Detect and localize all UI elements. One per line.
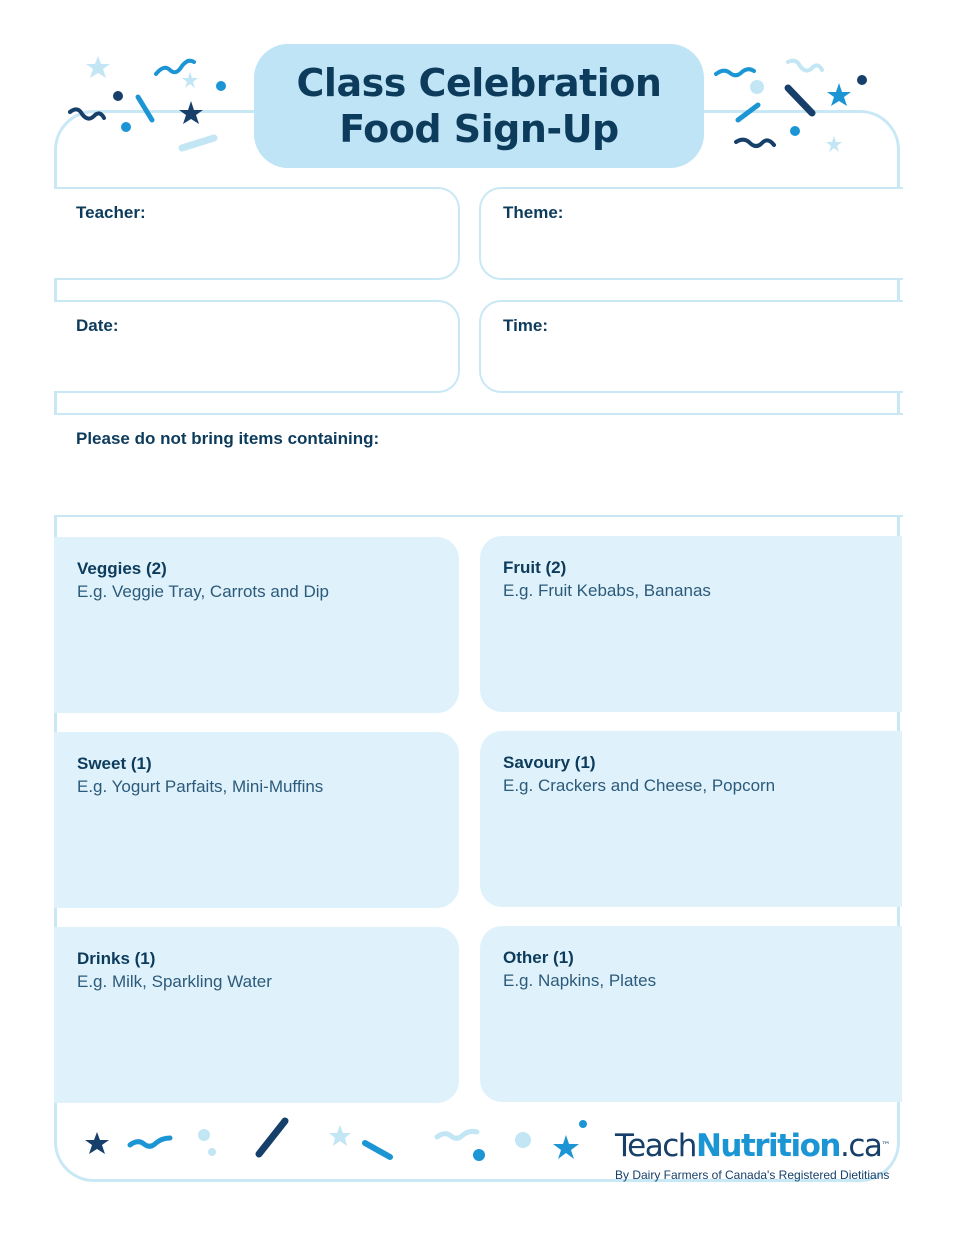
dot-icon — [473, 1149, 485, 1161]
sprinkle-icon — [788, 88, 812, 113]
drinks-signup-box[interactable] — [54, 927, 459, 1103]
category-example: E.g. Napkins, Plates — [503, 971, 657, 990]
sprinkle-icon — [365, 1143, 390, 1157]
star-icon — [85, 1132, 109, 1154]
other-signup-box[interactable] — [480, 926, 902, 1102]
sprinkle-icon — [738, 105, 758, 120]
veggies-signup-box[interactable] — [54, 537, 459, 713]
dot-icon — [790, 126, 800, 136]
dot-icon — [208, 1148, 216, 1156]
category-name: Other (1) — [503, 948, 574, 967]
category-example: E.g. Veggie Tray, Carrots and Dip — [77, 582, 329, 601]
squiggle-icon — [70, 109, 104, 118]
date-label: Date: — [76, 316, 119, 335]
category-name: Fruit (2) — [503, 558, 567, 577]
squiggle-icon — [130, 1138, 170, 1146]
sweet-signup-box[interactable] — [54, 732, 459, 908]
dot-icon — [750, 80, 764, 94]
category-name: Sweet (1) — [77, 754, 152, 773]
sprinkle-icon — [182, 138, 214, 148]
dot-icon — [515, 1132, 531, 1148]
logo-wordmark: TeachNutrition.ca™ — [615, 1128, 891, 1164]
teacher-label: Teacher: — [76, 203, 146, 222]
theme-field[interactable] — [479, 187, 903, 280]
teachnutrition-logo — [615, 1128, 890, 1182]
teacher-field[interactable] — [54, 187, 460, 280]
dot-icon — [113, 91, 123, 101]
squiggle-icon — [716, 69, 754, 75]
star-icon — [179, 101, 203, 124]
star-icon — [827, 83, 851, 106]
title-line-1: Class Celebration — [296, 61, 662, 105]
savoury-signup-box[interactable] — [480, 731, 902, 907]
squiggle-icon — [437, 1131, 477, 1138]
sprinkle-icon — [259, 1121, 285, 1154]
category-example: E.g. Crackers and Cheese, Popcorn — [503, 776, 776, 795]
fruit-signup-box[interactable] — [480, 536, 902, 712]
date-field[interactable] — [54, 300, 460, 393]
category-example: E.g. Fruit Kebabs, Bananas — [503, 581, 711, 600]
restrictions-field[interactable] — [54, 413, 903, 517]
time-field[interactable] — [479, 300, 903, 393]
squiggle-icon — [788, 61, 822, 71]
squiggle-icon — [156, 61, 194, 74]
dot-icon — [579, 1120, 587, 1128]
title-banner — [254, 44, 704, 168]
category-example: E.g. Yogurt Parfaits, Mini-Muffins — [77, 777, 324, 796]
star-icon — [553, 1135, 579, 1159]
star-icon — [826, 136, 842, 152]
sprinkle-icon — [138, 97, 152, 120]
dot-icon — [857, 75, 867, 85]
dot-icon — [198, 1129, 210, 1141]
star-icon — [86, 56, 110, 78]
restrictions-label: Please do not bring items containing: — [76, 429, 380, 448]
title-line-2: Food Sign-Up — [339, 107, 619, 151]
category-name: Drinks (1) — [77, 949, 156, 968]
dot-icon — [121, 122, 131, 132]
category-example: E.g. Milk, Sparkling Water — [77, 972, 272, 991]
star-icon — [182, 72, 198, 88]
theme-label: Theme: — [503, 203, 564, 222]
category-name: Veggies (2) — [77, 559, 167, 578]
logo-tagline: By Dairy Farmers of Canada's Registered Dietitians — [615, 1168, 890, 1182]
star-icon — [329, 1125, 351, 1146]
category-name: Savoury (1) — [503, 753, 596, 772]
squiggle-icon — [736, 140, 774, 146]
dot-icon — [216, 81, 226, 91]
time-label: Time: — [503, 316, 549, 335]
